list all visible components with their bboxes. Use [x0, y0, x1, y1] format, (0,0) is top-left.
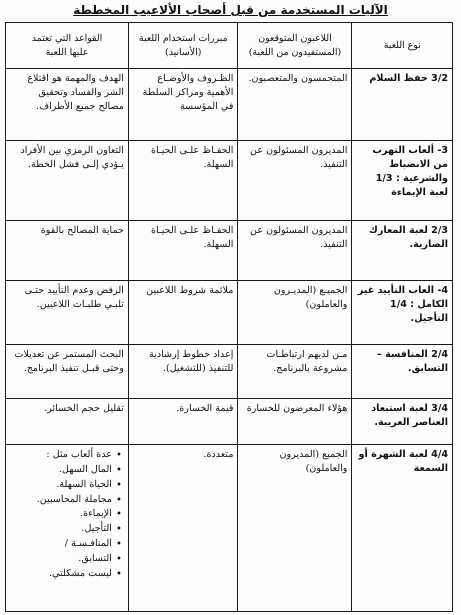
cell-rules: تقليل حجم الخسائر. [6, 399, 129, 445]
cell-game: 3- ألعاب التهرب من الانضباط والشرعية : 1/3 لعبة الإيماءة [352, 141, 453, 221]
cell-justifications: إعداد خطوط إرشادية للتنفيذ (للتشغيل). [128, 345, 238, 399]
cell-rules: البحث المستمر عن تعديلات وحتى قبـل تنفيذ البرنامج. [6, 345, 129, 399]
table-header-row [6, 23, 453, 69]
table-row [6, 221, 453, 281]
header-justifications: مبررات استخدام اللعبة (الأسانيد) [128, 23, 238, 69]
cell-justifications: متعددة. [128, 445, 238, 612]
table-row [6, 345, 453, 399]
document-title: الآليات المستخدمة من قبل أصحاب الألاعيب المخططة [73, 3, 388, 17]
list-item: • الحياة السهلة. [10, 478, 112, 493]
header-game-type: نوع اللعبة [352, 23, 453, 69]
list-item: • المنافـسـة / [10, 537, 112, 552]
list-item: • المال السهل. [10, 463, 112, 478]
rules-bullet-list [10, 448, 124, 582]
cell-players: الجميـع (المديـرون والعاملون) [238, 281, 352, 345]
cell-players: هؤلاء المعرضون للخسارة [238, 399, 352, 445]
cell-rules-list [6, 445, 129, 612]
table-row [6, 141, 453, 221]
header-expected-players: اللاعبون المتوقعون (المستفيدون من اللعبة) [238, 23, 352, 69]
cell-rules: التعاون الرمزي بين الأفراد يـؤدي إلـى فشل الخطة. [6, 141, 129, 221]
cell-justifications: ملائمة شروط اللاعبين [128, 281, 238, 345]
table-row [6, 69, 453, 141]
cell-game: 2/3 لعبة المعارك الضارية. [352, 221, 453, 281]
cell-players: مـن لديهم ارتباطـات مشروعة بالبرنامج. [238, 345, 352, 399]
list-item: • مجاملة المحاسبين. [10, 493, 112, 508]
cell-players: المديرون المسئولون عن التنفيذ. [238, 221, 352, 281]
cell-rules: حماية المصالح بالقوة [6, 221, 129, 281]
cell-players: المديرون المسئولون عن التنفيذ. [238, 141, 352, 221]
cell-justifications: الحفـاظ علـى الحيـاة السهلة. [128, 221, 238, 281]
table-row [6, 445, 453, 612]
header-rules: القواعد التي تعتمد عليها اللعبة [6, 23, 129, 69]
cell-game: 4- العاب التأييد غير الكامل : 1/4 التأجيل. [352, 281, 453, 345]
cell-game: 3/4 لعبة استبعاد العناصر الغريبة. [352, 399, 453, 445]
cell-game: 2/4 المنافسة – التسابق. [352, 345, 453, 399]
cell-game: 4/4 لعبة الشهرة أو السمعة [352, 445, 453, 612]
list-item: • الإيماءة. [10, 507, 112, 522]
cell-players: المتحمسون والمتعصبون. [238, 69, 352, 141]
cell-justifications: الحفـاظ علـى الحيـاة السهلة. [128, 141, 238, 221]
cell-justifications: الظـروف والأوضـاع الأهمية ومراكز السلطة في المؤسسة [128, 69, 238, 141]
list-item: • التأجيل. [10, 522, 112, 537]
table-row [6, 399, 453, 445]
cell-game: 3/2 حفظ السلام [352, 69, 453, 141]
table-row [6, 281, 453, 345]
cell-players: الجميع (المديرون والعاملون) [238, 445, 352, 612]
games-table [5, 22, 453, 612]
cell-justifications: قيمة الخسارة. [128, 399, 238, 445]
list-item: • عدة ألعاب مثل : [10, 448, 112, 463]
list-item: • التسابق. [10, 552, 112, 567]
cell-rules: الهدف والمهمة هو اقتلاع الشر والفساد وتحقيق مصالح جميع الأطراف. [6, 69, 129, 141]
cell-rules: الرفض وعدم التأييد حتـى تلبـي طلبـات اللاعبين. [6, 281, 129, 345]
list-item: • ليست مشكلتي. [10, 567, 112, 582]
